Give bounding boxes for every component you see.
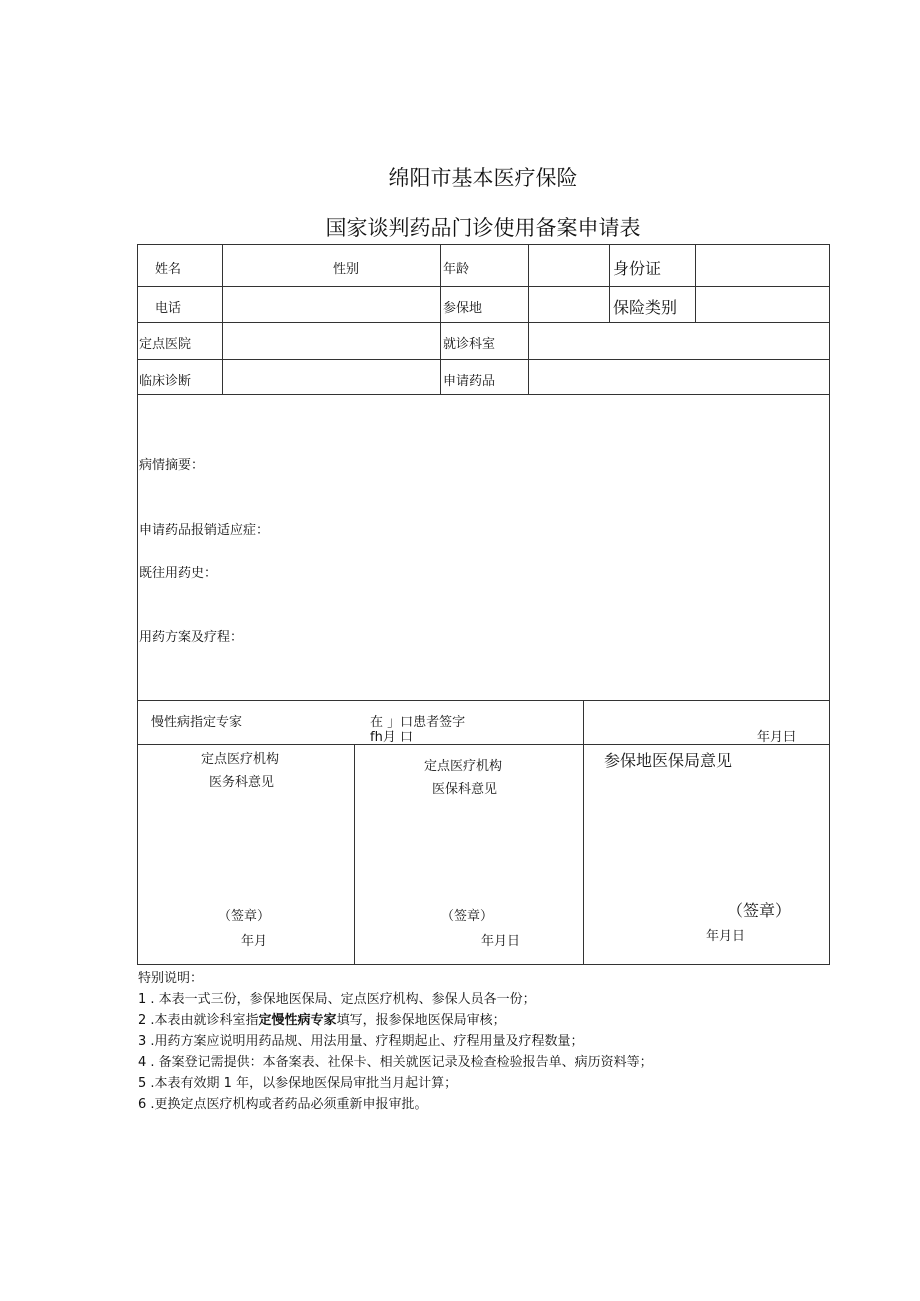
phone-label: 电话	[155, 301, 182, 316]
sign-date: 年月曰	[757, 730, 797, 745]
patient-signature-label: 在 」口患者签字	[370, 715, 466, 730]
medical-affairs-title-2: 医务科意见	[209, 775, 275, 790]
note-item-1: 1 . 本表一式三份，参保地医保局、定点医疗机构、参保人员各一份；	[138, 992, 536, 1007]
medication-history-label: 既往用药史：	[139, 566, 218, 581]
medical-insurance-date: 年月日	[481, 934, 521, 949]
note-item-2-prefix: 2 .本表由就诊科室指	[138, 1013, 259, 1028]
indication-label: 申请药品报销适应症：	[139, 523, 270, 538]
medical-insurance-title-1: 定点医疗机构	[424, 759, 503, 774]
medical-affairs-seal: （签章）	[218, 909, 271, 924]
age-label: 年龄	[443, 262, 470, 277]
insurance-type-label: 保险类别	[613, 298, 678, 317]
treatment-plan-label: 用药方案及疗程：	[139, 630, 244, 645]
note-item-6: 6 .更换定点医疗机构或者药品必须重新申报审批。	[138, 1097, 428, 1112]
medical-affairs-title-1: 定点医疗机构	[201, 752, 280, 767]
insured-place-label: 参保地	[443, 301, 483, 316]
medical-insurance-title-2: 医保科意见	[432, 782, 498, 797]
patient-signature-date: fh月 口	[370, 730, 413, 745]
bureau-seal: （签章）	[727, 901, 792, 920]
note-item-3: 3 .用药方案应说明用药品规、用法用量、疗程期起止、疗程用量及疗程数量；	[138, 1034, 584, 1049]
bureau-date: 年月日	[706, 929, 746, 944]
document-title-line1: 绵阳市基本医疗保险	[388, 166, 578, 190]
note-item-2-suffix: 填写，报参保地医保局审核；	[336, 1013, 506, 1028]
bureau-opinion-title: 参保地医保局意见	[604, 751, 733, 770]
note-item-2-emphasis: 定慢性病专家	[258, 1013, 337, 1028]
note-item-2	[138, 1009, 506, 1028]
expert-label: 慢性病指定专家	[151, 715, 243, 730]
notes-heading: 特别说明：	[138, 971, 204, 986]
drug-label: 申请药品	[443, 374, 496, 389]
gender-label: 性别	[333, 262, 360, 277]
medical-insurance-seal: （签章）	[441, 909, 494, 924]
diagnosis-label: 临床诊断	[139, 374, 192, 389]
medical-affairs-date: 年月	[241, 934, 268, 949]
note-item-4: 4 . 备案登记需提供：本备案表、社保卡、相关就医记录及检查检验报告单、病历资料等；	[138, 1055, 653, 1070]
department-label: 就诊科室	[443, 337, 496, 352]
note-item-5: 5 .本表有效期 1 年，以参保地医保局审批当月起计算；	[138, 1076, 458, 1091]
name-label: 姓名	[155, 262, 182, 277]
case-summary-label: 病情摘要：	[139, 458, 205, 473]
hospital-label: 定点医院	[139, 337, 192, 352]
id-card-label: 身份证	[613, 259, 662, 278]
document-title-line2: 国家谈判药品门诊使用备案申请表	[325, 216, 641, 240]
